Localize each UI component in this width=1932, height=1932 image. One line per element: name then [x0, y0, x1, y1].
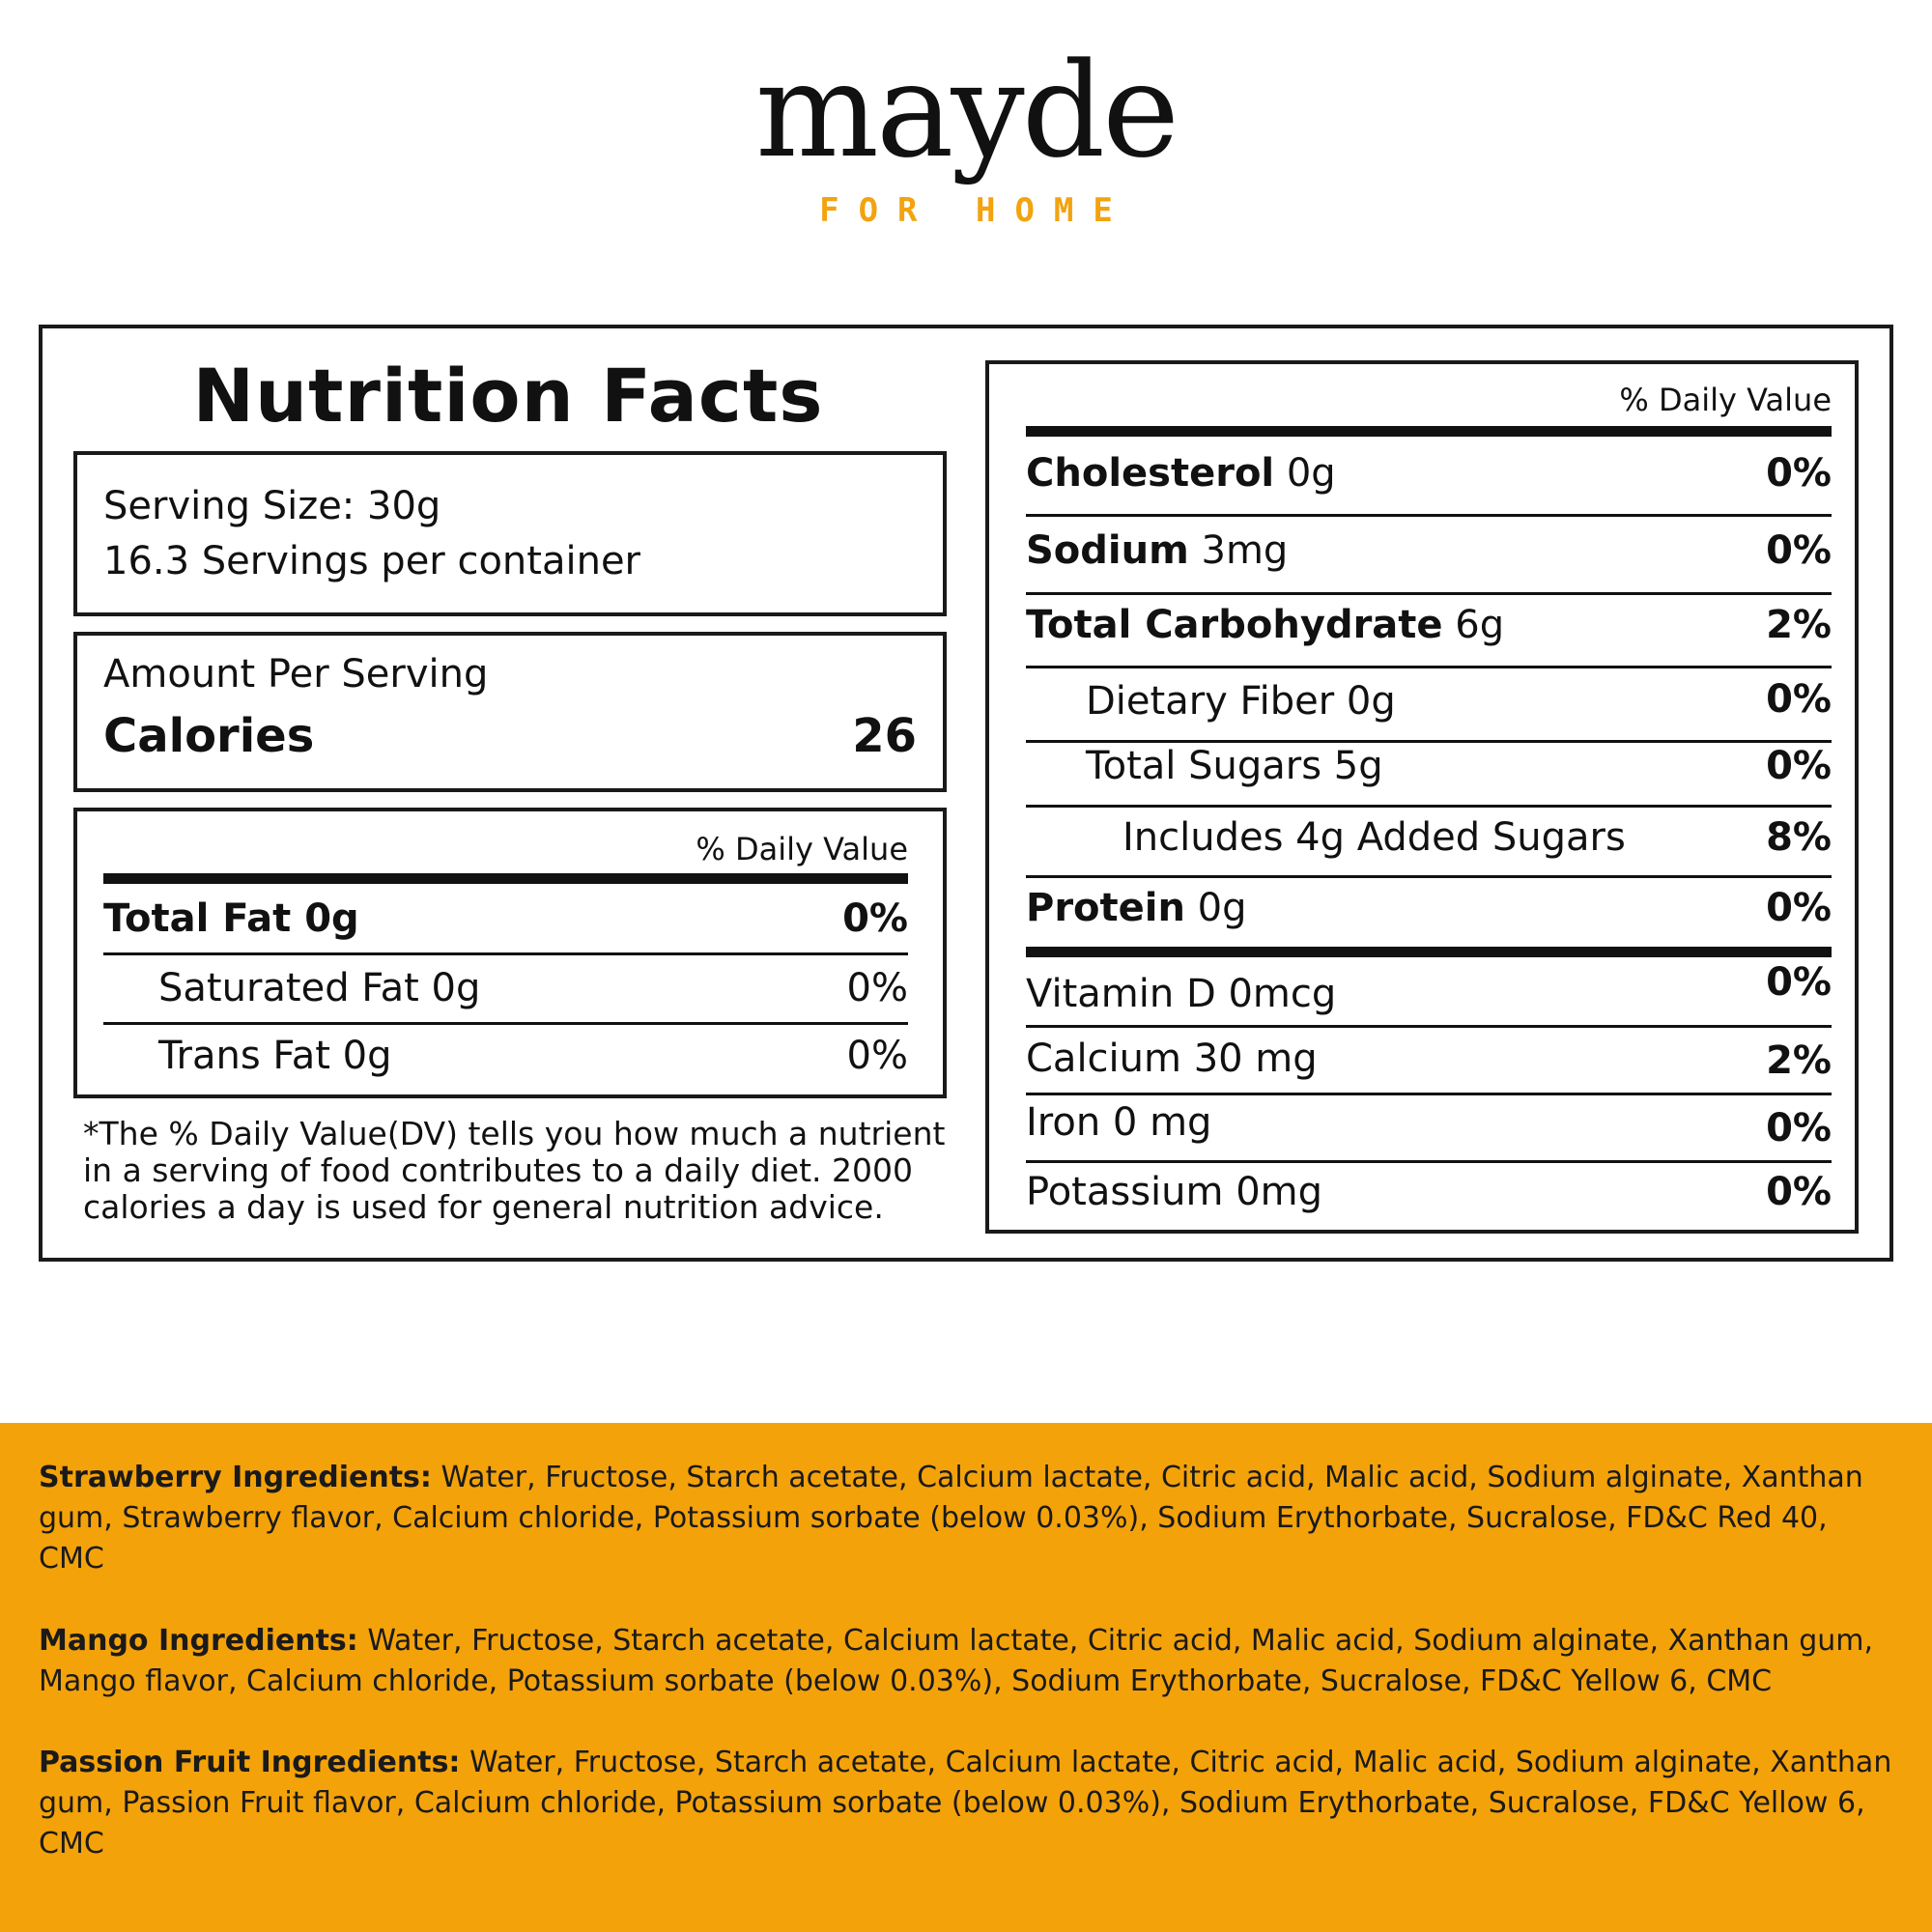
- nutrient-row: [1026, 451, 1336, 496]
- amount-per-serving: Amount Per Serving: [103, 652, 489, 696]
- divider: [1026, 592, 1832, 595]
- divider: [1026, 805, 1832, 808]
- ingredients-heading: Strawberry Ingredients:: [39, 1461, 432, 1494]
- calories-value: 26: [852, 709, 917, 763]
- nutrient-table: [985, 360, 1859, 1234]
- serving-size: Serving Size: 30g: [103, 484, 441, 528]
- nutrient-row: [1026, 603, 1504, 647]
- nutrient-dv: 0%: [1766, 1170, 1832, 1214]
- daily-value-footnote: *The % Daily Value(DV) tells you how much a nutrient in a serving of food contributes to a daily diet. 2000 calories a day is used for general nutrition advice.: [83, 1115, 946, 1226]
- nutrient-dv: 0%: [1766, 960, 1832, 1005]
- nutrient-dv: 8%: [1766, 815, 1832, 860]
- nutrient-dv: 2%: [1766, 1038, 1832, 1083]
- calories-label: Calories: [103, 709, 315, 763]
- calories-box: [73, 632, 947, 792]
- daily-value-header: % Daily Value: [1619, 382, 1832, 418]
- divider: [1026, 875, 1832, 878]
- nutrient-row: Potassium 0mg: [1026, 1170, 1322, 1214]
- divider: [1026, 1093, 1832, 1095]
- brand-logo: [0, 35, 1932, 230]
- total-fat-dv: 0%: [842, 896, 908, 941]
- divider: [103, 1022, 908, 1025]
- nutrient-name: Sodium: [1026, 528, 1189, 573]
- nutrient-row: Vitamin D 0mcg: [1026, 972, 1337, 1016]
- nutrient-dv: 0%: [1766, 451, 1832, 496]
- divider: [1026, 666, 1832, 668]
- nutrient-dv: 0%: [1766, 677, 1832, 722]
- nutrient-dv: 0%: [1766, 886, 1832, 930]
- divider: [103, 952, 908, 955]
- nutrient-name: Total Carbohydrate: [1026, 603, 1443, 647]
- ingredients-mango: [39, 1621, 1893, 1702]
- daily-value-header: % Daily Value: [696, 831, 908, 867]
- nutrient-row: Calcium 30 mg: [1026, 1037, 1318, 1081]
- nutrient-row: Iron 0 mg: [1026, 1100, 1212, 1145]
- nutrient-dv: 2%: [1766, 603, 1832, 647]
- servings-per-container: 16.3 Servings per container: [103, 539, 640, 583]
- saturated-fat-label: Saturated Fat 0g: [158, 966, 481, 1010]
- ingredients-list: Water, Fructose, Starch acetate, Calcium lactate, Citric acid, Malic acid, Sodium alginate, Xanthan gum, Strawberry flavor, Calcium chloride, Potassium sorbate (below 0.03%), Sodium Erythorbate, Sucralose, FD&C Red 40, CMC: [39, 1461, 1863, 1576]
- brand-tagline: FOR HOME: [819, 191, 1132, 230]
- divider: [1026, 1160, 1832, 1163]
- trans-fat-label: Trans Fat 0g: [158, 1034, 392, 1078]
- divider: [1026, 740, 1832, 743]
- total-fat-label: Total Fat 0g: [103, 896, 359, 941]
- divider: [1026, 514, 1832, 517]
- nutrient-row: Total Sugars 5g: [1086, 744, 1383, 788]
- nutrient-amount: 0g: [1184, 886, 1247, 930]
- ingredients-heading: Mango Ingredients:: [39, 1624, 358, 1658]
- nutrient-amount: 3mg: [1188, 528, 1289, 573]
- ingredients-strawberry: [39, 1458, 1893, 1579]
- nutrient-row: [1026, 528, 1288, 573]
- nutrient-dv: 0%: [1766, 528, 1832, 573]
- ingredients-passion-fruit: [39, 1743, 1893, 1864]
- trans-fat-dv: 0%: [846, 1034, 908, 1078]
- ingredients-heading: Passion Fruit Ingredients:: [39, 1746, 461, 1779]
- nutrient-row: Includes 4g Added Sugars: [1122, 815, 1626, 860]
- nutrient-amount: 0g: [1274, 451, 1336, 496]
- nutrient-dv: 0%: [1766, 1106, 1832, 1151]
- ingredients-section: [0, 1423, 1932, 1932]
- nutrient-row: Dietary Fiber 0g: [1086, 679, 1396, 724]
- nutrient-dv: 0%: [1766, 744, 1832, 788]
- saturated-fat-dv: 0%: [846, 966, 908, 1010]
- ingredients-list: Water, Fructose, Starch acetate, Calcium lactate, Citric acid, Malic acid, Sodium alginate, Xanthan gum, Passion Fruit flavor, Calcium chloride, Potassium sorbate (below 0.03%), Sodium Erythorbate, Sucralose, FD&C Yellow 6, CMC: [39, 1746, 1892, 1861]
- ingredients-list: Water, Fructose, Starch acetate, Calcium lactate, Citric acid, Malic acid, Sodium alginate, Xanthan gum, Mango flavor, Calcium chloride, Potassium sorbate (below 0.03%), Sodium Erythorbate, Sucralose, FD&C Yellow 6, CMC: [39, 1624, 1874, 1698]
- nutrient-name: Protein: [1026, 886, 1185, 930]
- fat-box: [73, 808, 947, 1098]
- nutrient-row: [1026, 886, 1247, 930]
- nutrition-facts-title: Nutrition Facts: [192, 353, 824, 439]
- divider: [1026, 1025, 1832, 1028]
- thick-divider: [103, 873, 908, 884]
- nutrient-amount: 6g: [1442, 603, 1505, 647]
- brand-name: mayde: [754, 35, 1178, 186]
- serving-box: [73, 451, 947, 616]
- nutrient-name: Cholesterol: [1026, 451, 1275, 496]
- thick-divider: [1026, 947, 1832, 957]
- thick-divider: [1026, 426, 1832, 437]
